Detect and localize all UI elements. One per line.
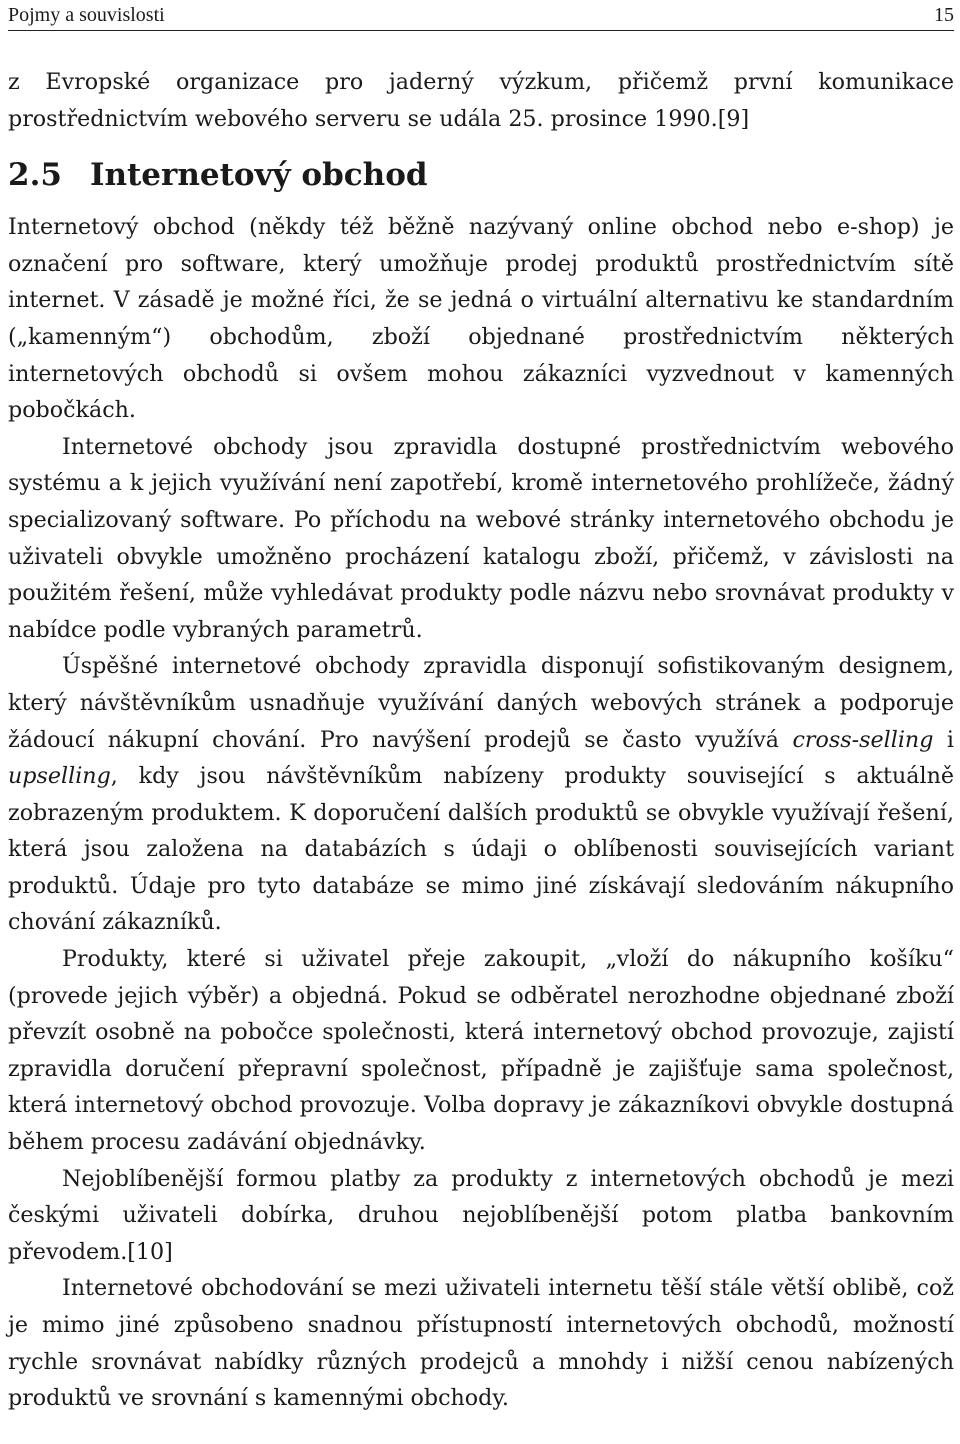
term-cross-selling: cross-selling bbox=[792, 726, 934, 753]
running-header bbox=[8, 0, 954, 31]
paragraph-3-text-c: , kdy jsou návštěvníkům nabízeny produkty související s aktuálně zobrazeným produktem. K doporučení dalších produktů se obvykle využívají řešení, která jsou založena na databázích s údaji o oblíbenosti souvisejících variant produktů. Údaje pro tyto databáze se mimo jiné získávají sledováním nákupního chování zákazníků. bbox=[8, 763, 954, 936]
section-title: Internetový obchod bbox=[89, 157, 428, 194]
intro-paragraph: z Evropské organizace pro jaderný výzkum, přičemž první komunikace prostřednictvím webového serveru se udála 25. prosince 1990.[9] bbox=[8, 69, 954, 132]
term-upselling: upselling bbox=[8, 763, 111, 790]
paragraph-5: Nejoblíbenější formou platby za produkty z internetových obchodů je mezi českými uživateli dobírka, druhou nejoblíbenější potom platba bankovním převodem.[10] bbox=[8, 1165, 954, 1265]
paragraph-2: Internetové obchody jsou zpravidla dostupné prostřednictvím webového systému a k jejich využívání není zapotřebí, kromě internetového prohlížeče, žádný specializovaný software. Po příchodu na webové stránky internetového obchodu je uživateli obvykle umožněno procházení katalogu zboží, přičemž, v závislosti na použitém řešení, může vyhledávat produkty podle názvu nebo srovnávat produkty v nabídce podle vybraných parametrů. bbox=[8, 433, 954, 643]
paragraph-6: Internetové obchodování se mezi uživateli internetu těší stále větší oblibě, což je mimo jiné způsobeno snadnou přístupností internetových obchodů, možností rychle srovnávat nabídky různých prodejců a mnohdy i nižší cenou nabízených produktů ve srovnání s kamennými obchody. bbox=[8, 1275, 954, 1412]
document-body bbox=[8, 64, 954, 1417]
paragraph-4: Produkty, které si uživatel přeje zakoupit, „vloží do nákupního košíku“ (provede jejich výběr) a objedná. Pokud se odběratel nerozhodne objednané zboží převzít osobně na pobočce společnosti, která internetový obchod provozuje, zajistí zpravidla doručení přepravní společnost, případně je zajišťuje sama společnost, která internetový obchod provozuje. Volba dopravy je zákazníkovi obvykle dostupná během procesu zadávání objednávky. bbox=[8, 946, 954, 1156]
section-heading bbox=[8, 155, 954, 195]
chapter-title: Pojmy a souvislosti bbox=[8, 3, 165, 26]
paragraph-3 bbox=[8, 648, 954, 941]
paragraph-1: Internetový obchod (někdy též běžně nazývaný online obchod nebo e-shop) je označení pro software, který umožňuje prodej produktů prostřednictvím sítě internet. V zásadě je možné říci, že se jedná o virtuální alternativu ke standardním („kamenným“) obchodům, zboží objednané prostřednictvím některých internetových obchodů si ovšem mohou zákazníci vyzvednout v kamenných pobočkách. bbox=[8, 214, 954, 424]
section-number: 2.5 bbox=[8, 157, 62, 194]
page-number: 15 bbox=[934, 3, 954, 26]
paragraph-3-text-a: Úspěšné internetové obchody zpravidla disponují sofistikovaným designem, který návštěvníkům usnadňuje využívání daných webových stránek a podporuje žádoucí nákupní chování. Pro navýšení prodejů se často využívá bbox=[8, 653, 954, 753]
paragraph-3-text-b: i bbox=[933, 726, 954, 753]
